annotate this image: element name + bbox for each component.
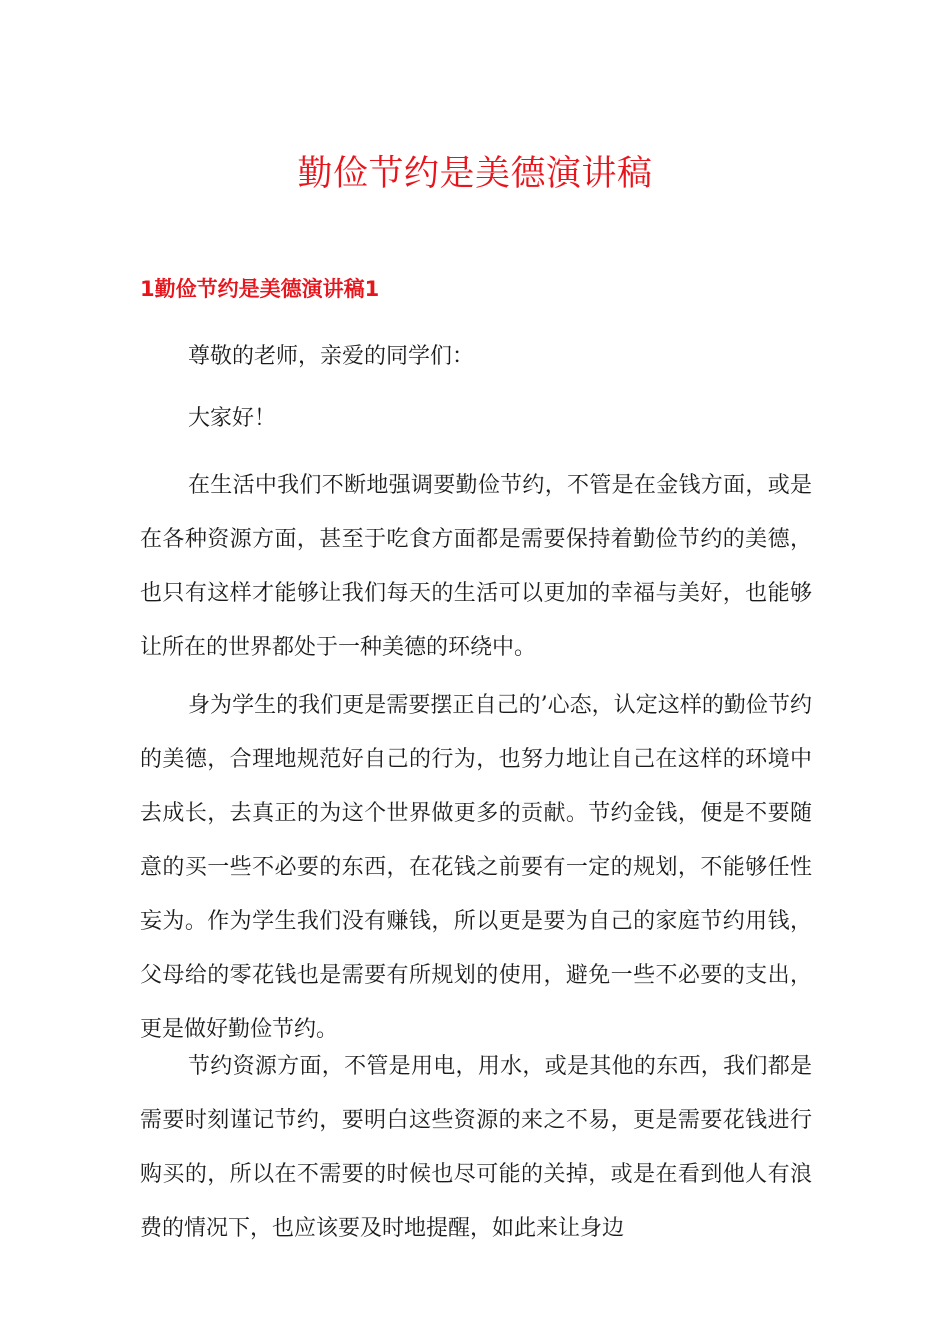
paragraph-3: 节约资源方面，不管是用电，用水，或是其他的东西，我们都是需要时刻谨记节约，要明白这些资源的来之不易，更是需要花钱进行购买的，所以在不需要的时候也尽可能的关掉，或是在看到他人有浪费的情况下，也应该要及时地提醒，如此来让身边 [140, 1054, 812, 1241]
salutation: 尊敬的老师，亲爱的同学们： [188, 344, 475, 369]
section-heading: 1勤俭节约是美德演讲稿1 [140, 277, 380, 301]
document-title: 勤俭节约是美德演讲稿 [297, 154, 653, 194]
paragraph-1: 在生活中我们不断地强调要勤俭节约，不管是在金钱方面，或是在各种资源方面，甚至于吃食方面都是需要保持着勤俭节约的美德，也只有这样才能够让我们每天的生活可以更加的幸福与美好，也能够让所在的世界都处于一种美德的环绕中。 [140, 473, 812, 660]
greeting: 大家好！ [188, 406, 277, 431]
paragraph-2: 身为学生的我们更是需要摆正自己的’心态，认定这样的勤俭节约的美德，合理地规范好自己的行为，也努力地让自己在这样的环境中去成长，去真正的为这个世界做更多的贡献。节约金钱，便是不要随意的买一些不必要的东西，在花钱之前要有一定的规划，不能够任性妄为。作为学生我们没有赚钱，所以更是要为自己的家庭节约用钱，父母给的零花钱也是需要有所规划的使用，避免一些不必要的支出，更是做好勤俭节约。 [140, 693, 812, 1042]
